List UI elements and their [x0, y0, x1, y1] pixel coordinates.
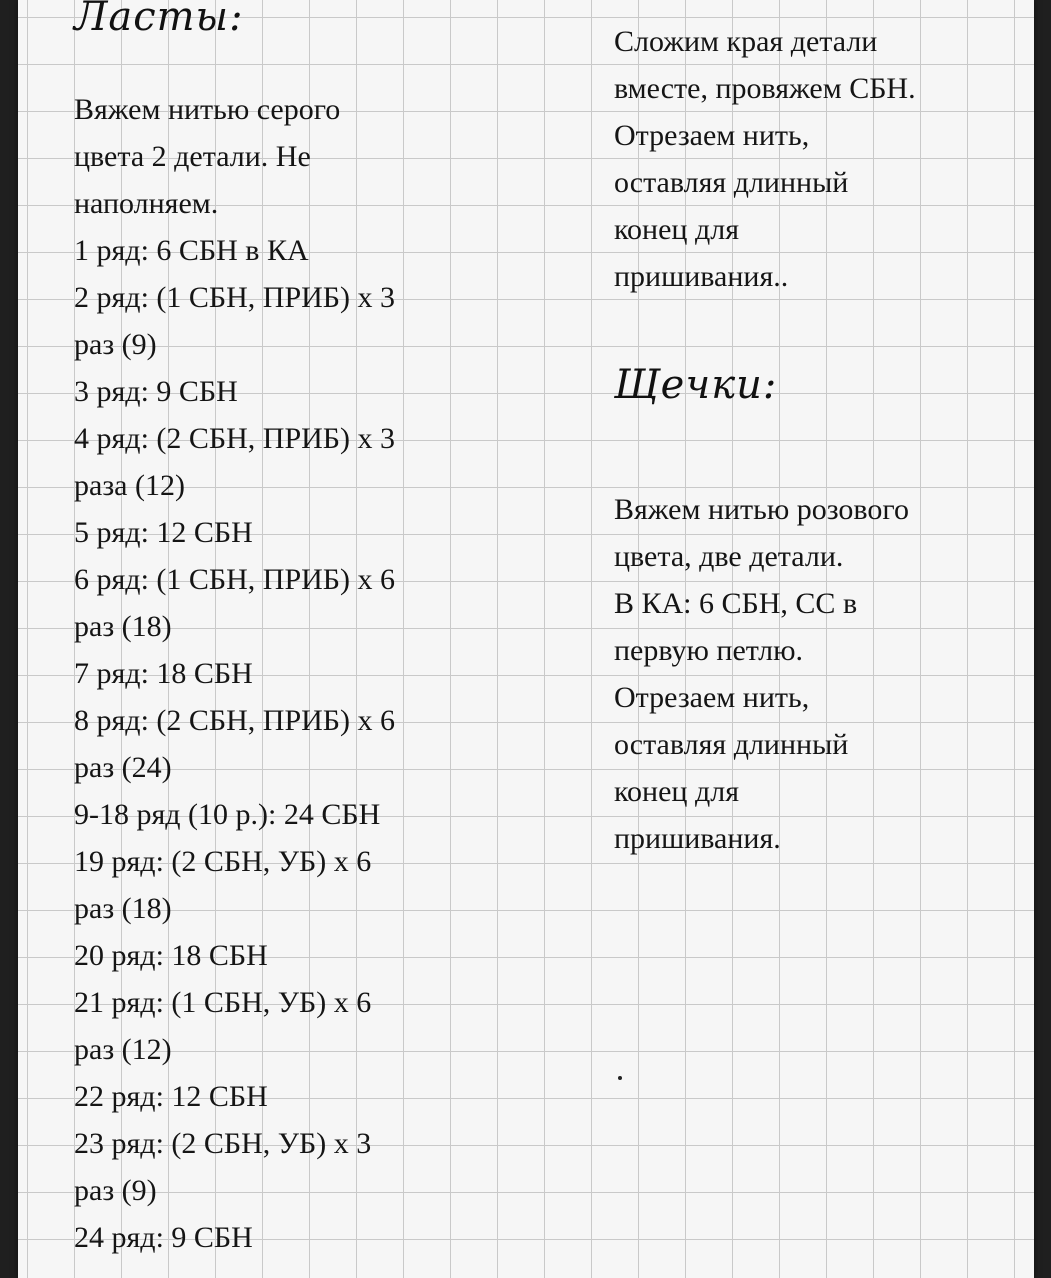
instruction-line: В КА: 6 СБН, СС в: [614, 587, 858, 620]
instruction-line: первую петлю.: [614, 634, 804, 667]
grid-paper-page: [18, 0, 1034, 1278]
instruction-line: пришивания.: [614, 822, 781, 855]
instruction-line: 21 ряд: (1 СБН, УБ) х 6: [74, 986, 372, 1019]
stray-dot-mark: [618, 1076, 622, 1080]
instruction-line: оставляя длинный: [614, 166, 849, 199]
flippers-heading: Ласты:: [74, 0, 244, 40]
instruction-line: вместе, провяжем СБН.: [614, 72, 916, 105]
instruction-line: 4 ряд: (2 СБН, ПРИБ) х 3: [74, 422, 396, 455]
instruction-line: 8 ряд: (2 СБН, ПРИБ) х 6: [74, 704, 396, 737]
instruction-line: пришивания..: [614, 260, 789, 293]
instruction-line: 20 ряд: 18 СБН: [74, 939, 268, 972]
instruction-line: 22 ряд: 12 СБН: [74, 1080, 268, 1113]
flippers-instructions: [74, 86, 395, 1261]
instruction-line: наполняем.: [74, 187, 219, 220]
instruction-line: цвета, две детали.: [614, 540, 844, 573]
instruction-line: 5 ряд: 12 СБН: [74, 516, 253, 549]
instruction-line: Вяжем нитью серого: [74, 93, 341, 126]
instruction-line: 24 ряд: 9 СБН: [74, 1221, 253, 1254]
instruction-line: конец для: [614, 213, 740, 246]
instruction-line: раз (9): [74, 1174, 157, 1207]
instruction-line: 7 ряд: 18 СБН: [74, 657, 253, 690]
instruction-line: 3 ряд: 9 СБН: [74, 375, 238, 408]
instruction-line: 1 ряд: 6 СБН в КА: [74, 234, 309, 267]
instruction-line: раз (9): [74, 328, 157, 361]
instruction-line: конец для: [614, 775, 740, 808]
flippers-finish-instructions: [614, 18, 916, 300]
instruction-line: раза (12): [74, 469, 185, 502]
cheeks-heading: Щечки:: [614, 362, 778, 408]
instruction-line: Отрезаем нить,: [614, 119, 810, 152]
instruction-line: 19 ряд: (2 СБН, УБ) х 6: [74, 845, 372, 878]
instruction-line: 2 ряд: (1 СБН, ПРИБ) х 3: [74, 281, 396, 314]
cheeks-instructions: [614, 486, 909, 862]
instruction-line: Сложим края детали: [614, 25, 878, 58]
instruction-line: раз (12): [74, 1033, 172, 1066]
instruction-line: цвета 2 детали. Не: [74, 140, 311, 173]
instruction-line: 23 ряд: (2 СБН, УБ) х 3: [74, 1127, 372, 1160]
instruction-line: раз (24): [74, 751, 172, 784]
instruction-line: оставляя длинный: [614, 728, 849, 761]
instruction-line: 9-18 ряд (10 р.): 24 СБН: [74, 798, 381, 831]
instruction-line: Отрезаем нить,: [614, 681, 810, 714]
instruction-line: раз (18): [74, 892, 172, 925]
instruction-line: раз (18): [74, 610, 172, 643]
instruction-line: 6 ряд: (1 СБН, ПРИБ) х 6: [74, 563, 396, 596]
instruction-line: Вяжем нитью розового: [614, 493, 909, 526]
